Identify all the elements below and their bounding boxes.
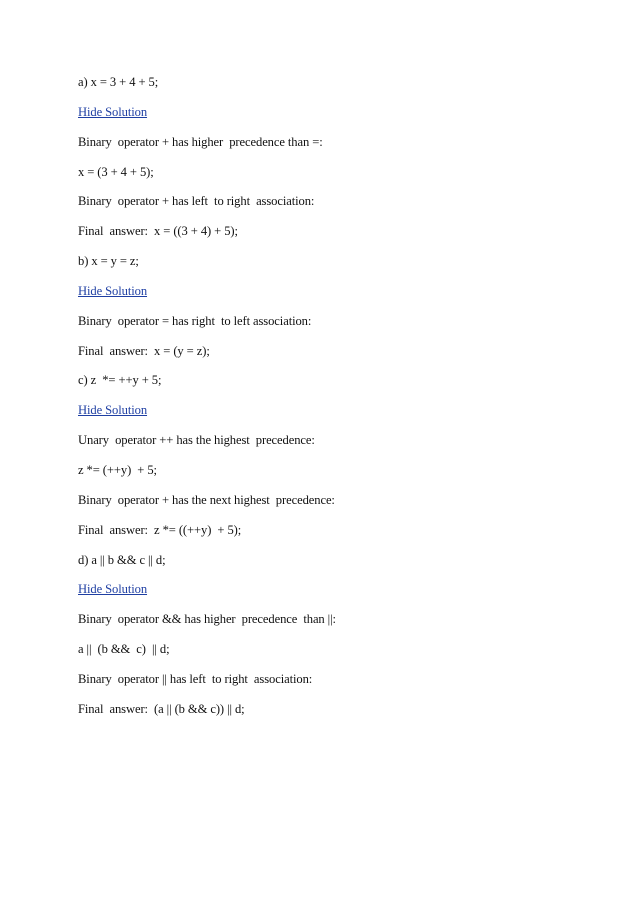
solution-line: Binary operator + has the next highest precedence: bbox=[78, 492, 335, 507]
solution-line: a || (b && c) || d; bbox=[78, 642, 170, 657]
question-c: c) z *= ++y + 5; bbox=[78, 373, 162, 388]
hide-solution-link-a[interactable]: Hide Solution bbox=[78, 104, 148, 119]
final-answer-d: Final answer: (a || (b && c)) || d; bbox=[78, 701, 245, 716]
solution-line: Binary operator + has left to right association: bbox=[78, 194, 315, 209]
hide-solution-link-c[interactable]: Hide Solution bbox=[78, 403, 148, 418]
hide-solution-link-b[interactable]: Hide Solution bbox=[78, 283, 148, 298]
solution-line: Binary operator && has higher precedence than ||: bbox=[78, 612, 336, 627]
solution-line: Unary operator ++ has the highest precedence: bbox=[78, 433, 315, 448]
final-answer-a: Final answer: x = ((3 + 4) + 5); bbox=[78, 224, 238, 239]
solution-line: x = (3 + 4 + 5); bbox=[78, 164, 154, 179]
hide-solution-link-d[interactable]: Hide Solution bbox=[78, 582, 148, 597]
solution-lines bbox=[78, 68, 598, 725]
solution-line: Binary operator = has right to left association: bbox=[78, 313, 312, 328]
solution-line: Binary operator + has higher precedence than =: bbox=[78, 134, 323, 149]
solution-line: z *= (++y) + 5; bbox=[78, 462, 157, 477]
question-d: d) a || b && c || d; bbox=[78, 552, 166, 567]
solution-line: Binary operator || has left to right association: bbox=[78, 671, 313, 686]
question-b: b) x = y = z; bbox=[78, 254, 139, 269]
final-answer-b: Final answer: x = (y = z); bbox=[78, 343, 210, 358]
question-a: a) x = 3 + 4 + 5; bbox=[78, 75, 159, 89]
final-answer-c: Final answer: z *= ((++y) + 5); bbox=[78, 522, 242, 537]
